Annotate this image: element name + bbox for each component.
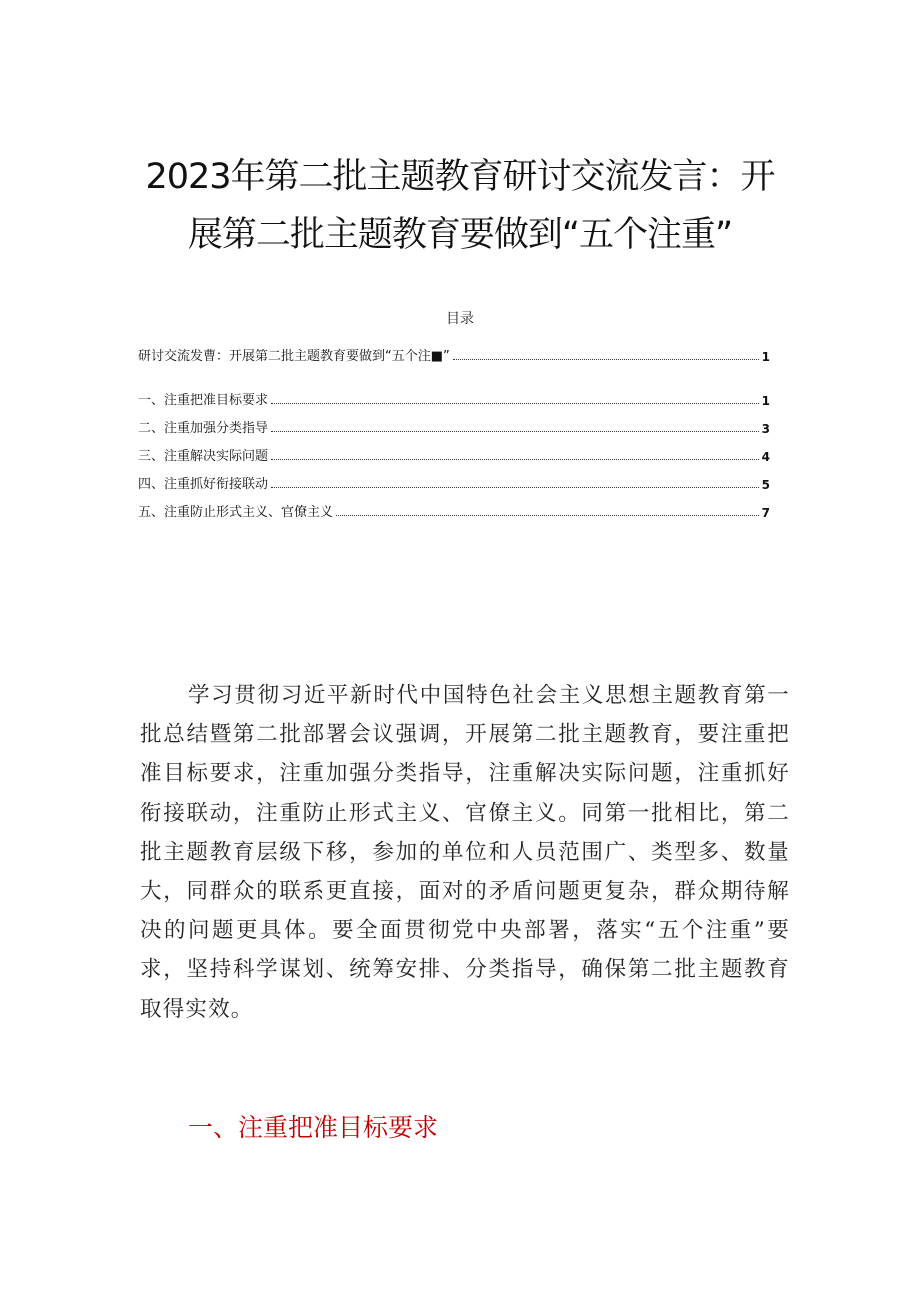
- toc-leader-dots: [271, 458, 759, 460]
- toc-leader-dots: [271, 430, 759, 432]
- toc-entry-page: 3: [761, 422, 770, 436]
- toc-entry-label: 三、注重解决实际问题: [138, 449, 269, 464]
- toc-entry-1[interactable]: [138, 390, 770, 408]
- toc-leader-dots: [271, 486, 759, 488]
- toc-heading: 目录: [446, 311, 474, 327]
- title-line-2: 展第二批主题教育要做到“五个注重”: [187, 215, 733, 255]
- toc-entry-3[interactable]: [138, 446, 770, 464]
- toc-leader-dots: [453, 358, 759, 360]
- toc-entry-4[interactable]: [138, 474, 770, 492]
- toc-entry-label: 五、注重防止形式主义、官僚主义: [138, 505, 334, 520]
- toc-entry-page: 7: [761, 506, 770, 520]
- toc-entry-label: 四、注重抓好衔接联动: [138, 477, 269, 492]
- document-title: [120, 148, 800, 264]
- toc-entry-main[interactable]: [138, 346, 770, 364]
- toc-entry-label: 研讨交流发曹：开展第二批主题教育要做到“五个注■”: [138, 349, 450, 364]
- toc-entry-page: 5: [761, 478, 770, 492]
- toc-leader-dots: [271, 402, 759, 404]
- title-line-1: 2023年第二批主题教育研讨交流发言：开: [145, 157, 775, 197]
- toc-entry-5[interactable]: [138, 502, 770, 520]
- toc-leader-dots: [336, 514, 759, 516]
- toc-entry-label: 一、注重把准目标要求: [138, 393, 269, 408]
- toc-entry-page: 1: [761, 394, 770, 408]
- toc-entry-2[interactable]: [138, 418, 770, 436]
- section-heading-1: 一、注重把准目标要求: [188, 1113, 439, 1142]
- toc-entry-page: 4: [761, 450, 770, 464]
- toc-entry-page: 1: [761, 350, 770, 364]
- body-paragraph: 学习贯彻习近平新时代中国特色社会主义思想主题教育第一批总结暨第二批部署会议强调，开展第二批主题教育，要注重把准目标要求，注重加强分类指导，注重解决实际问题，注重抓好衔接联动，注重防止形式主义、官僚主义。同第一批相比，第二批主题教育层级下移，参加的单位和人员范围广、类型多、数量大，同群众的联系更直接，面对的矛盾问题更复杂，群众期待解决的问题更具体。要全面贯彻党中央部署，落实“五个注重”要求，坚持科学谋划、统筹安排、分类指导，确保第二批主题教育取得实效。: [140, 683, 790, 1022]
- toc-entry-label: 二、注重加强分类指导: [138, 421, 269, 436]
